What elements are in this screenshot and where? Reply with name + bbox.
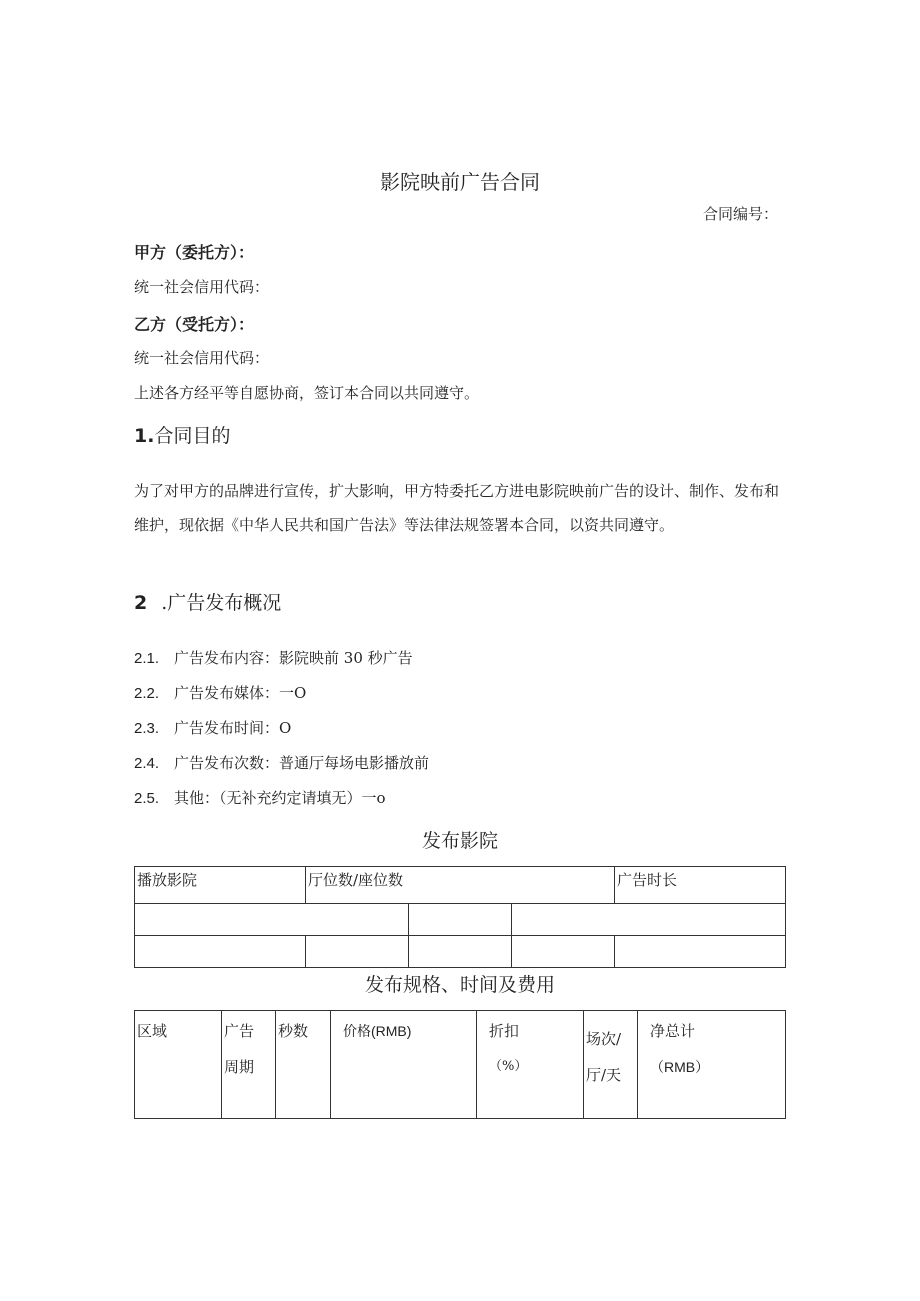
document-title: 影院映前广告合同 xyxy=(380,170,540,194)
table-header-row xyxy=(135,867,786,904)
item-number: 2.4. xyxy=(134,755,160,772)
header-ad-period: 广告 周期 xyxy=(222,1011,276,1119)
table-cell[interactable] xyxy=(135,904,409,936)
section-1-heading xyxy=(134,421,230,448)
section-1-title: 合同目的 xyxy=(154,425,231,447)
table-cell[interactable] xyxy=(135,936,306,968)
section-2-number: 2 xyxy=(134,592,148,614)
header-seconds: 秒数 xyxy=(276,1011,331,1119)
header-price: 价格(RMB) xyxy=(331,1011,477,1119)
list-item xyxy=(134,647,413,668)
header-cinema: 播放影院 xyxy=(135,867,306,904)
table-header-row xyxy=(135,1011,786,1119)
item-number: 2.1. xyxy=(134,650,160,667)
table-cell[interactable] xyxy=(512,936,615,968)
preamble-text: 上述各方经平等自愿协商，签订本合同以共同遵守。 xyxy=(134,384,480,402)
table-row xyxy=(135,936,786,968)
party-b-credit-code: 统一社会信用代码： xyxy=(134,349,270,367)
item-number: 2.5. xyxy=(134,790,160,807)
item-text: 广告发布内容：影院映前 30 秒广告 xyxy=(174,649,413,667)
list-item xyxy=(134,682,306,703)
item-number: 2.3. xyxy=(134,720,160,737)
section-2-heading xyxy=(134,588,281,615)
section-2-title: .广告发布概况 xyxy=(161,592,282,614)
cinema-table xyxy=(134,866,786,968)
table-1-title: 发布影院 xyxy=(421,830,498,852)
item-text: 广告发布时间：O xyxy=(174,719,292,737)
table-cell[interactable] xyxy=(512,904,786,936)
table-2-title: 发布规格、时间及费用 xyxy=(364,974,555,996)
item-text: 广告发布媒体：一O xyxy=(174,684,307,702)
header-net-total: 净总计 （RMB） xyxy=(638,1011,786,1119)
list-item xyxy=(134,717,291,738)
list-item xyxy=(134,787,386,808)
party-a-label: 甲方（委托方）： xyxy=(134,243,255,262)
table-cell[interactable] xyxy=(409,936,512,968)
header-halls-seats: 厅位数/座位数 xyxy=(306,867,615,904)
list-item xyxy=(134,752,429,773)
header-ad-duration: 广告时长 xyxy=(615,867,786,904)
party-a-credit-code: 统一社会信用代码： xyxy=(134,278,270,296)
header-discount: 折扣 （%） xyxy=(477,1011,584,1119)
party-b-label: 乙方（受托方）： xyxy=(134,315,255,334)
section-1-number: 1. xyxy=(134,425,155,447)
contract-number-label: 合同编号： xyxy=(702,205,778,223)
item-text: 其他：（无补充约定请填无）一o xyxy=(174,789,386,807)
section-1-body: 为了对甲方的品牌进行宣传，扩大影响，甲方特委托乙方进电影院映前广告的设计、制作、发布和维护，现依据《中华人民共和国广告法》等法律法规签署本合同，以资共同遵守。 xyxy=(134,482,780,534)
item-number: 2.2. xyxy=(134,685,160,702)
table-row xyxy=(135,904,786,936)
table-cell[interactable] xyxy=(615,936,786,968)
table-cell[interactable] xyxy=(306,936,409,968)
item-text: 广告发布次数：普通厅每场电影播放前 xyxy=(174,754,430,772)
table-cell[interactable] xyxy=(409,904,512,936)
spec-fee-table xyxy=(134,1010,786,1119)
header-region: 区域 xyxy=(135,1011,222,1119)
header-sessions: 场次/ 厅/天 xyxy=(584,1011,638,1119)
